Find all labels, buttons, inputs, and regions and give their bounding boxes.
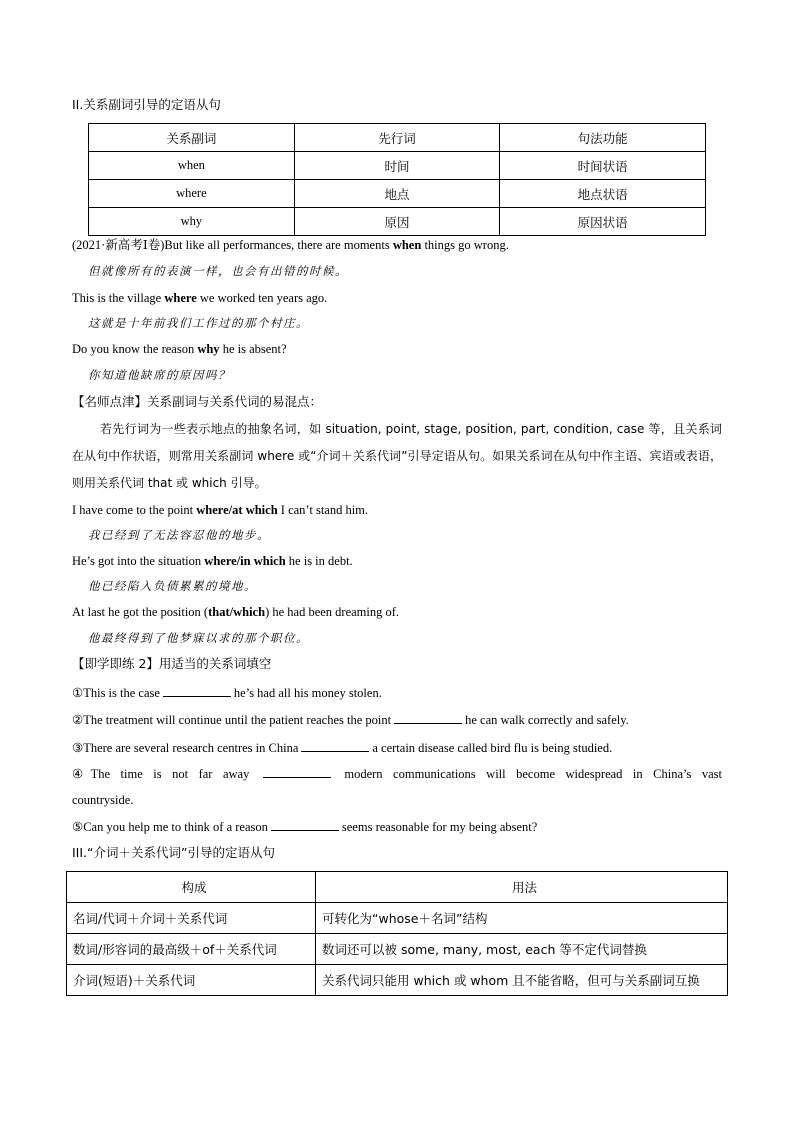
question-text: a certain disease called bird flu is being studied. [372,741,613,755]
answer-blank[interactable] [271,818,339,831]
sentence-text: (2021·新高考Ⅰ卷)But like all performances, there are moments [72,238,393,252]
section3-heading: III.“介词＋关系代词”引导的定语从句 [72,845,275,860]
answer-blank[interactable] [394,711,462,724]
sentence-text: He’s got into the situation [72,554,205,568]
tip-example-1 [72,502,368,518]
sentence-keyword: where/in which [204,554,286,568]
table-header-cell: 用法 [316,872,728,903]
tip-example-3 [72,604,399,620]
practice-question-4-continued: countryside. [72,793,134,807]
example-translation-3: 你知道他缺席的原因吗？ [88,368,231,382]
example-sentence-1 [72,237,509,253]
sentence-text: he is absent? [219,342,287,356]
tip-translation-2: 他已经陷入负债累累的境地。 [88,579,257,593]
preposition-relative-table [66,871,728,996]
sentence-keyword: why [197,342,220,356]
table-row [67,965,728,996]
table-cell: 可转化为“whose＋名词”结构 [316,903,728,934]
tip-paragraph: 若先行词为一些表示地点的抽象名词，如 situation, point, stage, position, part, condition, case 等，且关系词在从句中作状语，则常用关系副词 where 或“介词＋关系代词”引导定语从句。如果关系词在从句中作主语、宾语或表语，则用关系代词 that 或 which 引导。 [72,422,722,490]
table-header-row [67,872,728,903]
table-header-cell: 先行词 [294,124,500,152]
sentence-text: we worked ten years ago. [196,291,328,305]
question-text: ③There are several research centres in China [72,741,299,755]
sentence-text: This is the village [72,291,165,305]
table-row [67,903,728,934]
question-text: ④The time is not far away [72,767,250,781]
question-text: he’s had all his money stolen. [233,686,382,700]
table-cell: why [89,208,295,236]
table-cell: 原因状语 [500,208,706,236]
practice-question-4 [72,761,722,787]
sentence-text: I can’t stand him. [277,503,369,517]
practice-question-1 [72,684,382,701]
table-header-cell: 关系副词 [89,124,295,152]
sentence-text: he is in debt. [285,554,353,568]
table-cell: 时间 [294,152,500,180]
sentence-keyword: where [164,291,197,305]
table-cell: 名词/代词＋介词＋关系代词 [67,903,316,934]
sentence-text: At last he got the position ( [72,605,209,619]
answer-blank[interactable] [301,739,369,752]
table-cell: where [89,180,295,208]
question-text: ⑤Can you help me to think of a reason [72,820,268,834]
question-text: ①This is the case [72,686,160,700]
table-row [89,208,706,236]
example-translation-1: 但就像所有的表演一样，也会有出错的时候。 [88,264,348,278]
table-cell: 介词(短语)＋关系代词 [67,965,316,996]
question-text: modern communications will become widespread in China’s vast [344,767,722,781]
table-header-cell: 构成 [67,872,316,903]
question-text: seems reasonable for my being absent? [341,820,538,834]
table-cell: 原因 [294,208,500,236]
sentence-text: Do you know the reason [72,342,198,356]
question-text: he can walk correctly and safely. [465,713,629,727]
relative-adverb-table [88,123,706,236]
table-row [89,180,706,208]
tip-title: 【名师点津】关系副词与关系代词的易混点： [72,394,323,409]
example-sentence-2 [72,290,327,306]
table-header-row [89,124,706,152]
practice-title: 【即学即练 2】用适当的关系词填空 [72,656,272,671]
sentence-keyword: when [392,238,422,252]
answer-blank[interactable] [263,765,331,778]
practice-question-3 [72,739,612,756]
section2-heading: II.关系副词引导的定语从句 [72,97,221,112]
table-cell: 时间状语 [500,152,706,180]
table-cell: 数词还可以被 some, many, most, each 等不定代词替换 [316,934,728,965]
question-text: ②The treatment will continue until the patient reaches the point [72,713,392,727]
sentence-keyword: where/at which [196,503,278,517]
practice-question-5 [72,818,537,835]
example-sentence-3 [72,341,287,357]
tip-translation-1: 我已经到了无法容忍他的地步。 [88,528,270,542]
table-cell: 关系代词只能用 which 或 whom 且不能省略，但可与关系副词互换 [316,965,728,996]
tip-example-2 [72,553,353,569]
table-cell: 地点 [294,180,500,208]
table-row [67,934,728,965]
table-cell: 数词/形容词的最高级＋of＋关系代词 [67,934,316,965]
sentence-text: I have come to the point [72,503,197,517]
example-translation-2: 这就是十年前我们工作过的那个村庄。 [88,316,309,330]
table-row [89,152,706,180]
tip-translation-3: 他最终得到了他梦寐以求的那个职位。 [88,631,309,645]
practice-question-2 [72,711,629,728]
table-header-cell: 句法功能 [500,124,706,152]
sentence-text: ) he had been dreaming of. [265,605,400,619]
table-cell: 地点状语 [500,180,706,208]
sentence-text: things go wrong. [421,238,509,252]
sentence-keyword: that/which [208,605,266,619]
table-cell: when [89,152,295,180]
answer-blank[interactable] [163,684,231,697]
